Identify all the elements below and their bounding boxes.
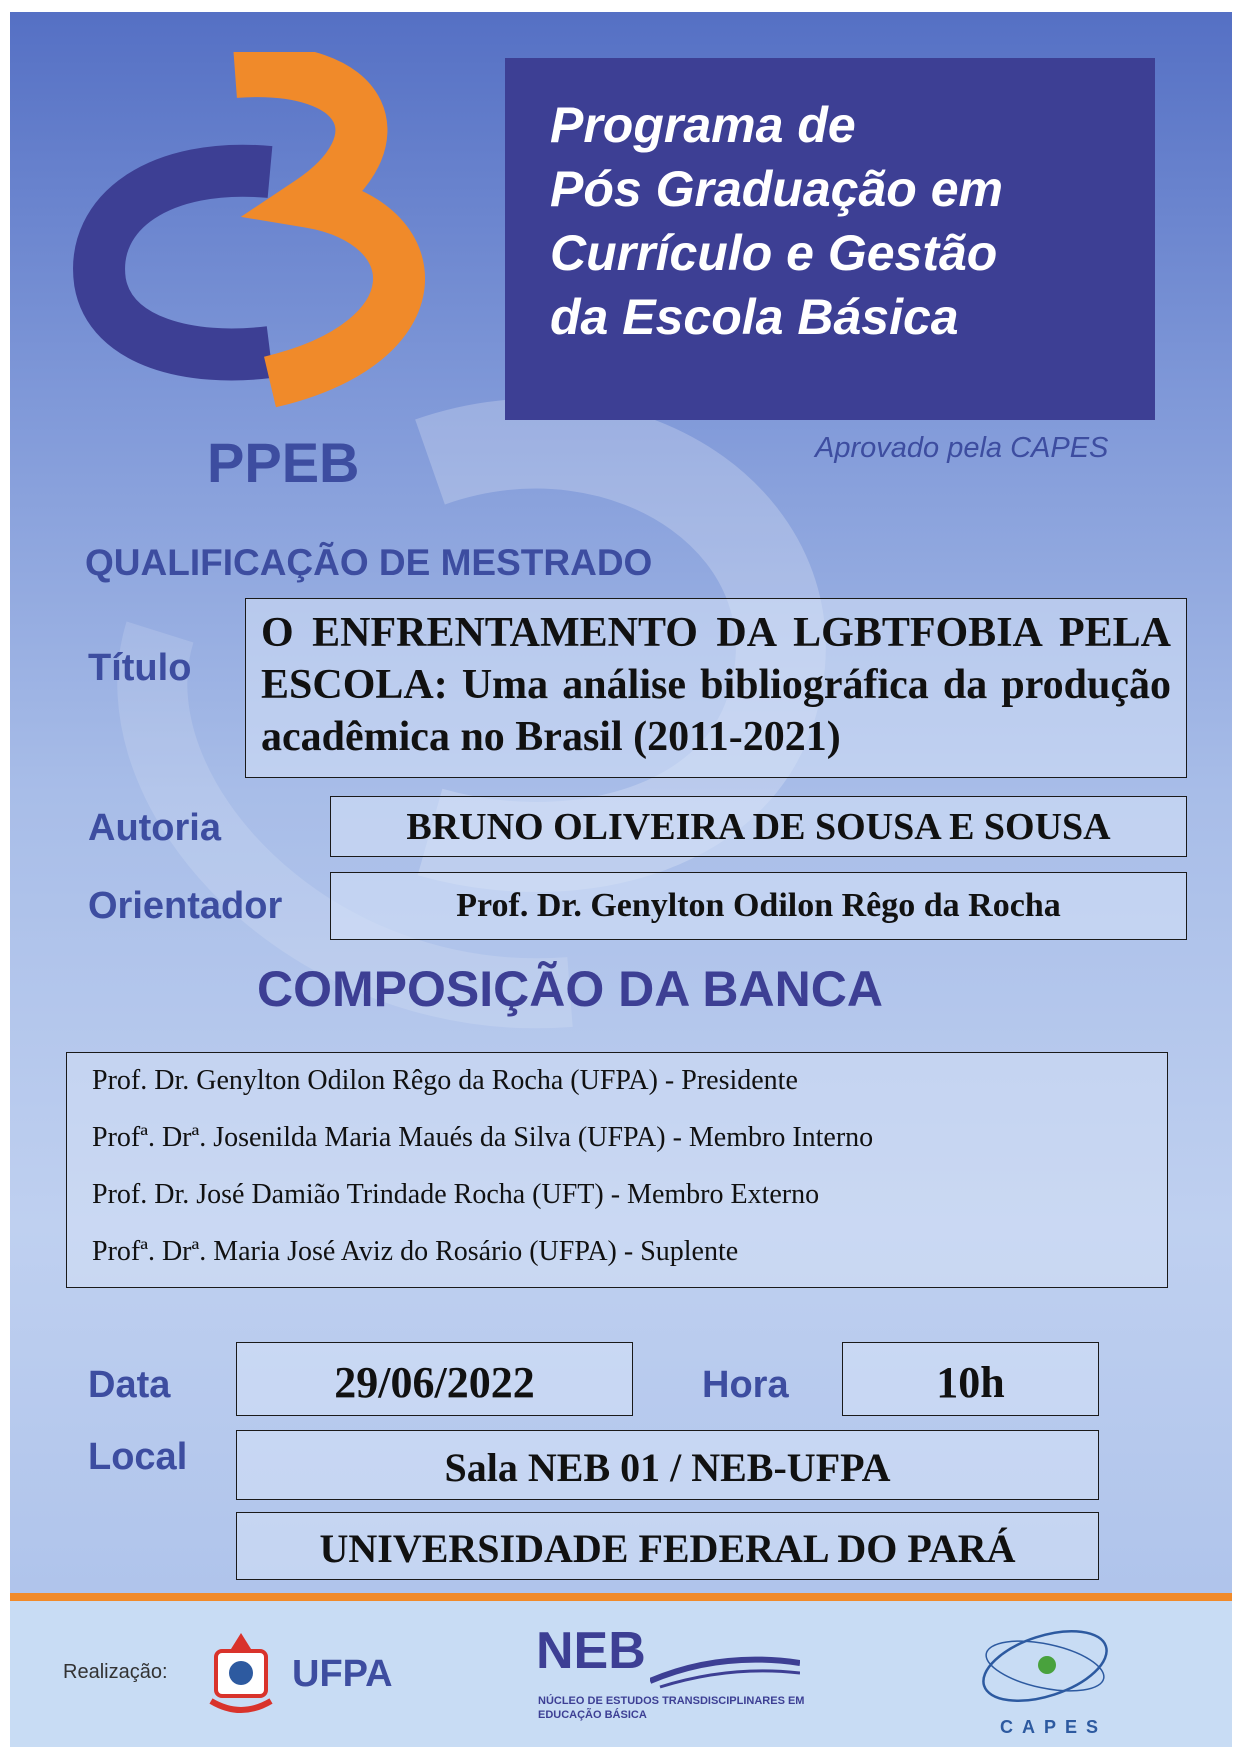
room-box — [236, 1430, 1099, 1500]
room-value: Sala NEB 01 / NEB-UFPA — [444, 1445, 891, 1490]
advisor-box — [330, 872, 1187, 940]
university-value: UNIVERSIDADE FEDERAL DO PARÁ — [319, 1526, 1016, 1571]
committee-member: Profª. Drª. Josenilda Maria Maués da Silva (UFPA) - Membro Interno — [92, 1122, 874, 1153]
program-title-line: Programa de — [550, 97, 856, 153]
program-acronym: PPEB — [207, 431, 360, 494]
ufpa-crest-icon — [206, 1631, 276, 1721]
program-title-line: Pós Graduação em — [550, 161, 1003, 217]
neb-swoosh-icon — [650, 1651, 800, 1691]
time-value: 10h — [936, 1358, 1005, 1407]
neb-logo-text: NEB — [536, 1622, 646, 1680]
author-name: BRUNO OLIVEIRA DE SOUSA E SOUSA — [406, 806, 1111, 848]
program-title-line: Currículo e Gestão — [550, 225, 998, 281]
program-title-block — [505, 58, 1155, 420]
committee-box — [66, 1052, 1168, 1288]
ppeb-logo-icon — [70, 52, 490, 452]
committee-member: Prof. Dr. José Damião Trindade Rocha (UFT) - Membro Externo — [92, 1179, 820, 1210]
committee-member: Profª. Drª. Maria José Aviz do Rosário (UFPA) - Suplente — [92, 1236, 739, 1267]
advisor-name: Prof. Dr. Genylton Odilon Rêgo da Rocha — [456, 887, 1061, 924]
date-label: Data — [88, 1364, 171, 1406]
time-label: Hora — [702, 1364, 789, 1406]
realizacao-label: Realização: — [63, 1661, 168, 1683]
footer — [10, 1593, 1232, 1747]
advisor-label: Orientador — [88, 885, 283, 927]
university-box — [236, 1512, 1099, 1580]
ufpa-text: UFPA — [292, 1653, 393, 1695]
title-label: Título — [88, 647, 192, 689]
qualification-heading: QUALIFICAÇÃO DE MESTRADO — [85, 542, 653, 583]
date-value: 29/06/2022 — [334, 1358, 535, 1407]
author-label: Autoria — [88, 807, 221, 849]
time-box — [842, 1342, 1099, 1416]
program-title-line: da Escola Básica — [550, 289, 959, 345]
place-label: Local — [88, 1436, 188, 1478]
neb-full-name-line2: EDUCAÇÃO BÁSICA — [538, 1709, 647, 1721]
capes-text: CAPES — [1000, 1717, 1108, 1737]
thesis-title: O ENFRENTAMENTO DA LGBTFOBIA PELA ESCOLA: Uma análise bibliográfica da produção acadêmica no Brasil (2011-2021) — [261, 610, 1171, 760]
date-box — [236, 1342, 633, 1416]
author-box — [330, 796, 1187, 857]
poster — [10, 12, 1232, 1747]
committee-member: Prof. Dr. Genylton Odilon Rêgo da Rocha (UFPA) - Presidente — [92, 1065, 798, 1096]
approval-note: Aprovado pela CAPES — [815, 432, 1109, 464]
title-box — [245, 598, 1187, 778]
committee-heading: COMPOSIÇÃO DA BANCA — [257, 961, 883, 1017]
neb-full-name-line1: NÚCLEO DE ESTUDOS TRANSDISCIPLINARES EM — [538, 1695, 805, 1707]
capes-logo-icon — [975, 1621, 1115, 1711]
